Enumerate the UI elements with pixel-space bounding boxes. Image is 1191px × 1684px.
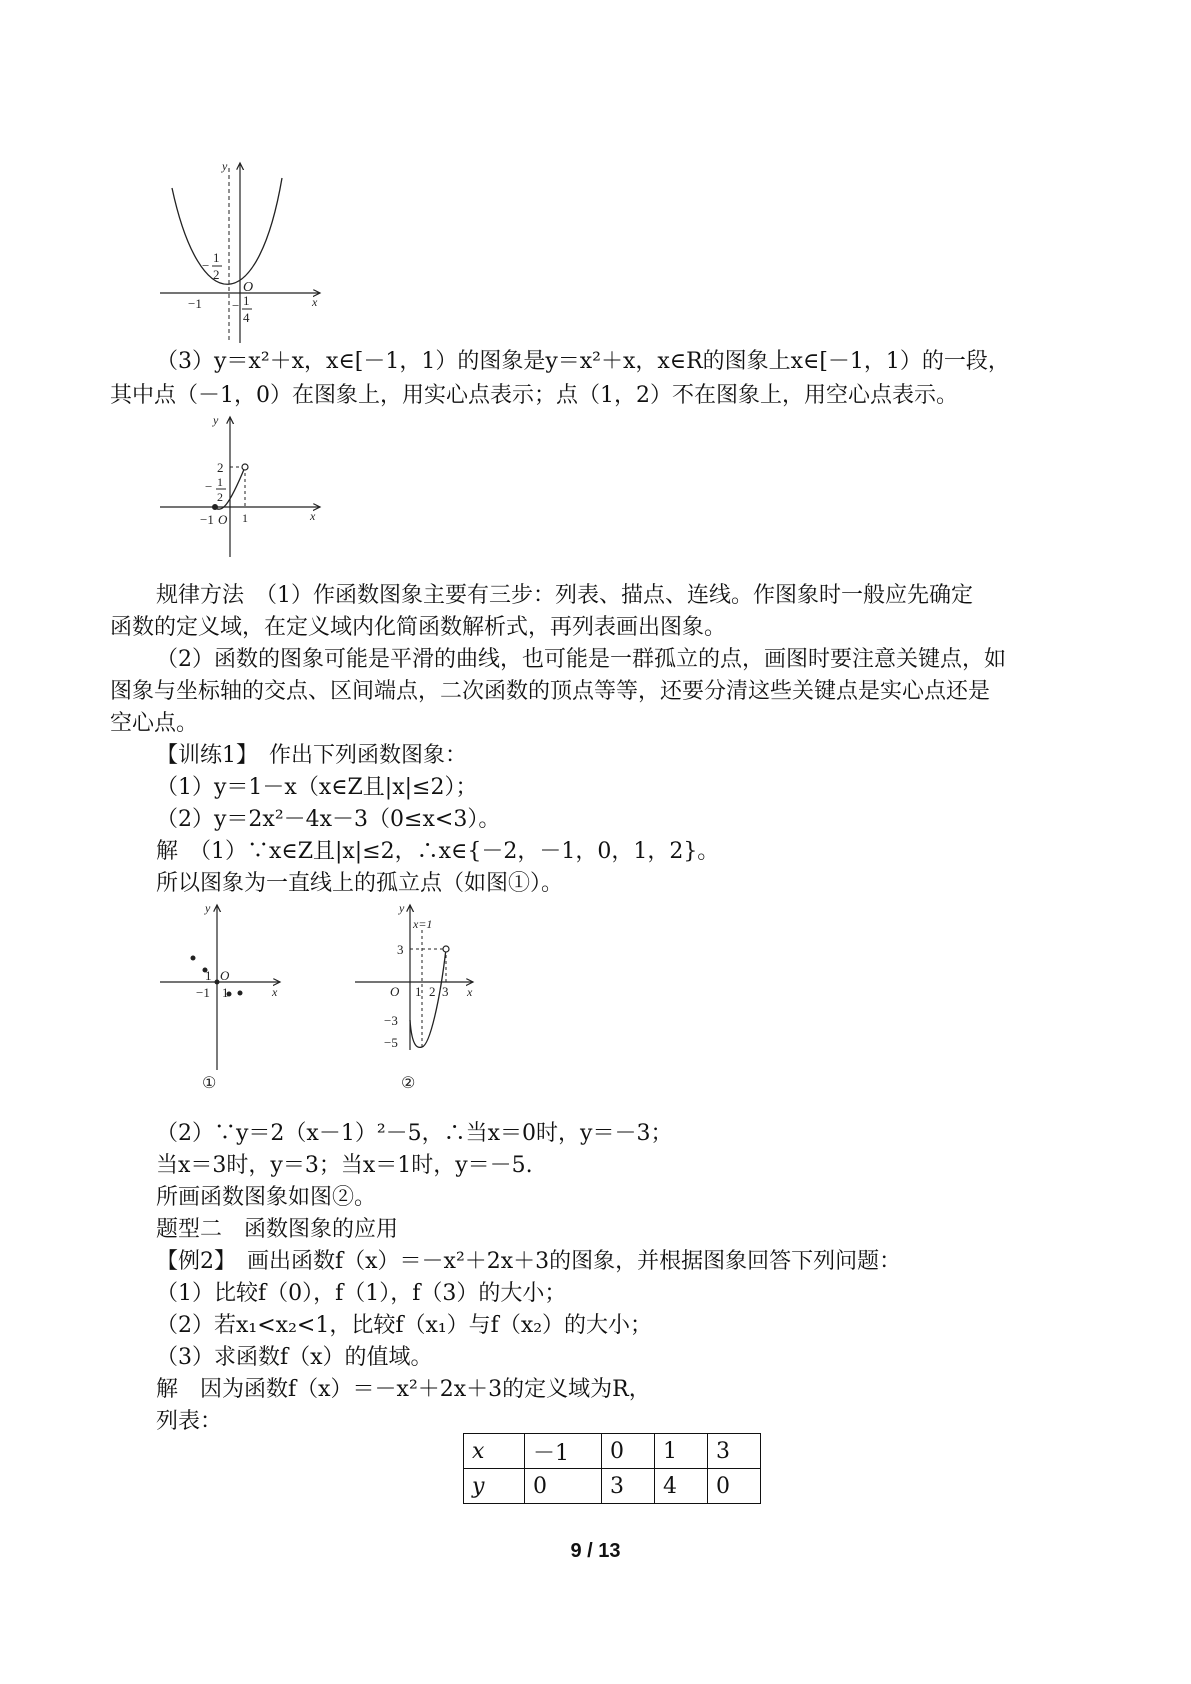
table-cell: x (464, 1434, 525, 1469)
table-cell: 3 (602, 1469, 655, 1504)
hollow-point (443, 946, 449, 952)
paragraph: 所画函数图象如图②。 (156, 1185, 377, 1210)
point (238, 991, 243, 996)
svg-text:−1: −1 (188, 296, 202, 311)
svg-text:−1: −1 (200, 512, 214, 527)
svg-text:O: O (218, 512, 228, 527)
svg-text:1: 1 (213, 250, 220, 265)
x-axis-label: x (312, 295, 318, 309)
paragraph: （3）y＝x²＋x，x∈[－1，1）的图象是y＝x²＋x，x∈R的图象上x∈[－1，1）的一段， (156, 349, 1010, 374)
table-cell: 3 (708, 1434, 761, 1469)
paragraph: （2）∵y＝2（x－1）²－5，∴当x＝0时，y＝－3； (156, 1121, 673, 1146)
section-heading: 题型二 函数图象的应用 (156, 1217, 399, 1242)
svg-text:−3: −3 (384, 1013, 398, 1028)
paragraph: 其中点（－1，0）在图象上，用实心点表示；点（1，2）不在图象上，用空心点表示。 (110, 383, 958, 408)
svg-text:x: x (310, 509, 316, 523)
paragraph: 空心点。 (110, 711, 199, 736)
paragraph: 列表： (156, 1409, 223, 1434)
solid-point (212, 504, 218, 510)
paragraph: （1）比较f（0），f（1），f（3）的大小； (156, 1281, 567, 1306)
svg-text:2: 2 (213, 267, 220, 282)
figure-isolated-points (160, 900, 290, 1090)
svg-text:4: 4 (243, 310, 250, 325)
paragraph: 图象与坐标轴的交点、区间端点，二次函数的顶点等等，还要分清这些关键点是实心点还是 (110, 679, 991, 704)
svg-text:−5: −5 (384, 1035, 398, 1050)
svg-text:x: x (272, 985, 278, 999)
paragraph: 【训练1】 作出下列函数图象： (156, 743, 467, 768)
paragraph: 解 因为函数f（x）＝－x²＋2x＋3的定义域为R， (156, 1377, 651, 1402)
paragraph: （1）y＝1－x（x∈Z且|x|≤2）； (156, 775, 478, 800)
svg-text:3: 3 (397, 942, 404, 957)
figure-parabola-segment (160, 412, 330, 562)
table-row (464, 1469, 761, 1504)
svg-text:O: O (390, 984, 400, 999)
table-cell: y (464, 1469, 525, 1504)
point (215, 980, 220, 985)
paragraph: 【例2】 画出函数f（x）＝－x²＋2x＋3的图象，并根据图象回答下列问题： (156, 1249, 902, 1274)
page-number: 9 / 13 (570, 1540, 621, 1562)
paragraph: （2）若x₁<x₂<1，比较f（x₁）与f（x₂）的大小； (156, 1313, 653, 1338)
svg-text:1: 1 (222, 985, 229, 1000)
svg-text:−: − (202, 258, 210, 273)
svg-text:2: 2 (217, 490, 223, 504)
paragraph: （2）y＝2x²－4x－3（0≤x<3）。 (156, 807, 501, 832)
svg-text:1: 1 (217, 475, 223, 489)
paragraph: 规律方法 （1）作函数图象主要有三步：列表、描点、连线。作图象时一般应先确定 (156, 583, 973, 608)
svg-text:−1: −1 (196, 985, 210, 1000)
svg-text:1: 1 (242, 511, 248, 525)
figure-caption: ① (202, 1075, 217, 1090)
paragraph: （3）求函数f（x）的值域。 (156, 1345, 433, 1370)
table-cell: 1 (655, 1434, 708, 1469)
paragraph: 所以图象为一直线上的孤立点（如图①）。 (156, 871, 564, 896)
svg-text:3: 3 (442, 984, 449, 999)
figure-parabola-2 (355, 900, 485, 1090)
table-cell: －1 (525, 1434, 602, 1469)
table-cell: 0 (602, 1434, 655, 1469)
svg-text:2: 2 (429, 984, 436, 999)
hollow-point (242, 464, 248, 470)
svg-text:x: x (467, 985, 473, 999)
svg-text:y: y (205, 901, 211, 915)
origin-label: O (243, 280, 254, 295)
paragraph: 函数的定义域，在定义域内化简函数解析式，再列表画出图象。 (110, 615, 727, 640)
figure-parabola-full (160, 158, 330, 348)
svg-text:y: y (213, 413, 219, 427)
table-cell: 0 (525, 1469, 602, 1504)
table-cell: 0 (708, 1469, 761, 1504)
figure-caption: ② (401, 1075, 416, 1090)
svg-text:1: 1 (205, 968, 212, 983)
svg-text:y: y (399, 901, 405, 915)
value-table (463, 1433, 761, 1504)
point (191, 956, 196, 961)
paragraph: （2）函数的图象可能是平滑的曲线，也可能是一群孤立的点，画图时要注意关键点，如 (156, 647, 1006, 672)
svg-text:1: 1 (415, 984, 422, 999)
table-row (464, 1434, 761, 1469)
svg-text:2: 2 (217, 460, 224, 475)
svg-text:−: − (232, 298, 240, 313)
svg-text:1: 1 (243, 293, 250, 308)
paragraph: 解 （1）∵x∈Z且|x|≤2，∴x∈{－2，－1，0，1，2}。 (156, 839, 720, 864)
svg-text:x=1: x=1 (413, 917, 433, 931)
paragraph: 当x＝3时，y＝3；当x＝1时，y＝－5. (156, 1153, 533, 1178)
svg-text:−: − (205, 479, 213, 494)
svg-text:O: O (220, 968, 230, 983)
y-axis-label: y (222, 159, 228, 173)
parabola-curve (172, 178, 282, 284)
table-cell: 4 (655, 1469, 708, 1504)
